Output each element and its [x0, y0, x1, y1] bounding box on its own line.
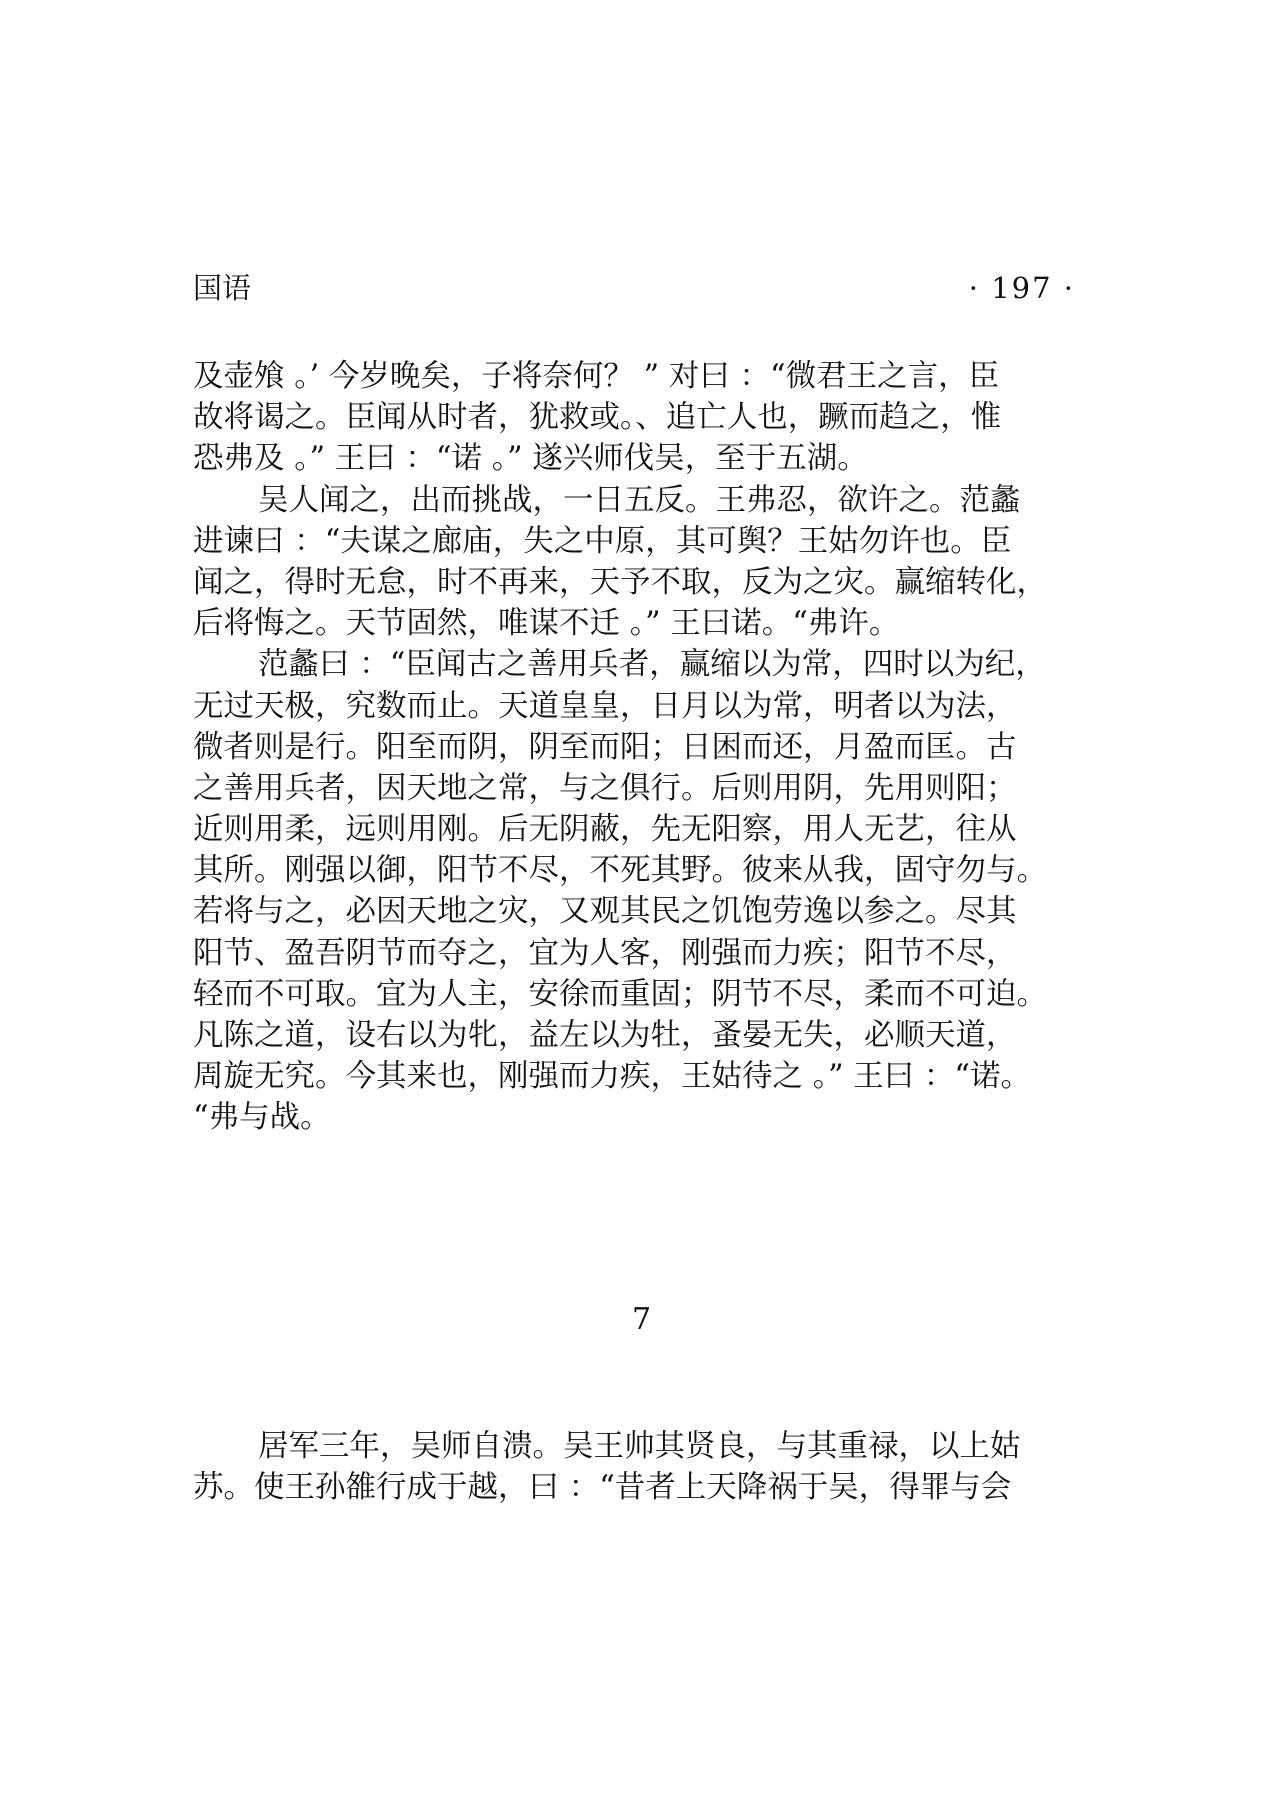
page-header: [193, 268, 1075, 308]
text-line: 闻之，得时无怠，时不再来，天予不取，反为之灾。赢缩转化，: [193, 564, 1047, 600]
text-line: 其所。刚强以御，阳节不尽，不死其野。彼来从我，固守勿与。: [193, 853, 1047, 889]
text-line: 进谏曰 ：“夫谋之廊庙，失之中原，其可舆？王姑勿许也。臣: [193, 523, 1012, 559]
text-line: 之善用兵者，因天地之常，与之俱行。后则用阴，先用则阳；: [193, 770, 1017, 806]
text-line: 近则用柔，远则用刚。后无阴蔽，先无阳察，用人无艺，往从: [193, 812, 1017, 848]
text-line: 轻而不可取。宜为人主，安徐而重固；阴节不尽，柔而不可迫。: [193, 976, 1047, 1012]
text-line: 及壶飧 。’ 今岁晚矣，子将奈何？ ” 对曰 ：“微君王之言，臣: [193, 359, 1000, 394]
body-text-block-2: [193, 1426, 1113, 1508]
text-line: 无过天极，究数而止。天道皇皇，日月以为常，明者以为法，: [193, 688, 1017, 724]
paragraph-first-line: 居军三年，吴师自溃。吴王帅其贤良，与其重禄，以上姑: [258, 1429, 1021, 1464]
text-line: 恐弗及 。” 王曰 ：“诺 。” 遂兴师伐吴，至于五湖。: [193, 441, 868, 477]
paragraph-first-line: 吴人闻之，出而挑战，一日五反。王弗忍，欲许之。范蠡: [258, 482, 1021, 518]
section-number: 7: [631, 1302, 652, 1337]
text-line: “弗与战。: [193, 1100, 331, 1136]
text-line: 周旋无究。今其来也，刚强而力疾，王姑待之 。” 王曰 ：“诺。: [193, 1059, 1032, 1095]
text-line: 后将悔之。天节固然，唯谋不迁 。” 王曰诺。“弗许。: [193, 606, 900, 642]
body-text-block-1: [193, 356, 1113, 1139]
page-number: · 197 ·: [968, 271, 1075, 305]
text-line: 微者则是行。阳至而阴，阴至而阳；日困而还，月盈而匡。古: [193, 729, 1017, 765]
text-line: 苏。使王孙雒行成于越，曰 ：“昔者上天降祸于吴，得罪与会: [193, 1470, 1012, 1506]
text-line: 阳节、盈吾阴节而夺之，宜为人客，刚强而力疾；阳节不尽，: [193, 935, 1017, 971]
text-line: 故将谒之。臣闻从时者，犹救或。、追亡人也，蹶而趋之，惟: [193, 400, 1002, 436]
book-title: 国语: [193, 271, 252, 305]
text-line: 若将与之，必因天地之灾，又观其民之饥饱劳逸以参之。尽其: [193, 894, 1017, 930]
text-line: 凡陈之道，设右以为牝，益左以为牡，蚤晏无失，必顺天道，: [193, 1018, 1017, 1053]
paragraph-first-line: 范蠡曰 ：“臣闻古之善用兵者，赢缩以为常，四时以为纪，: [258, 647, 1046, 683]
